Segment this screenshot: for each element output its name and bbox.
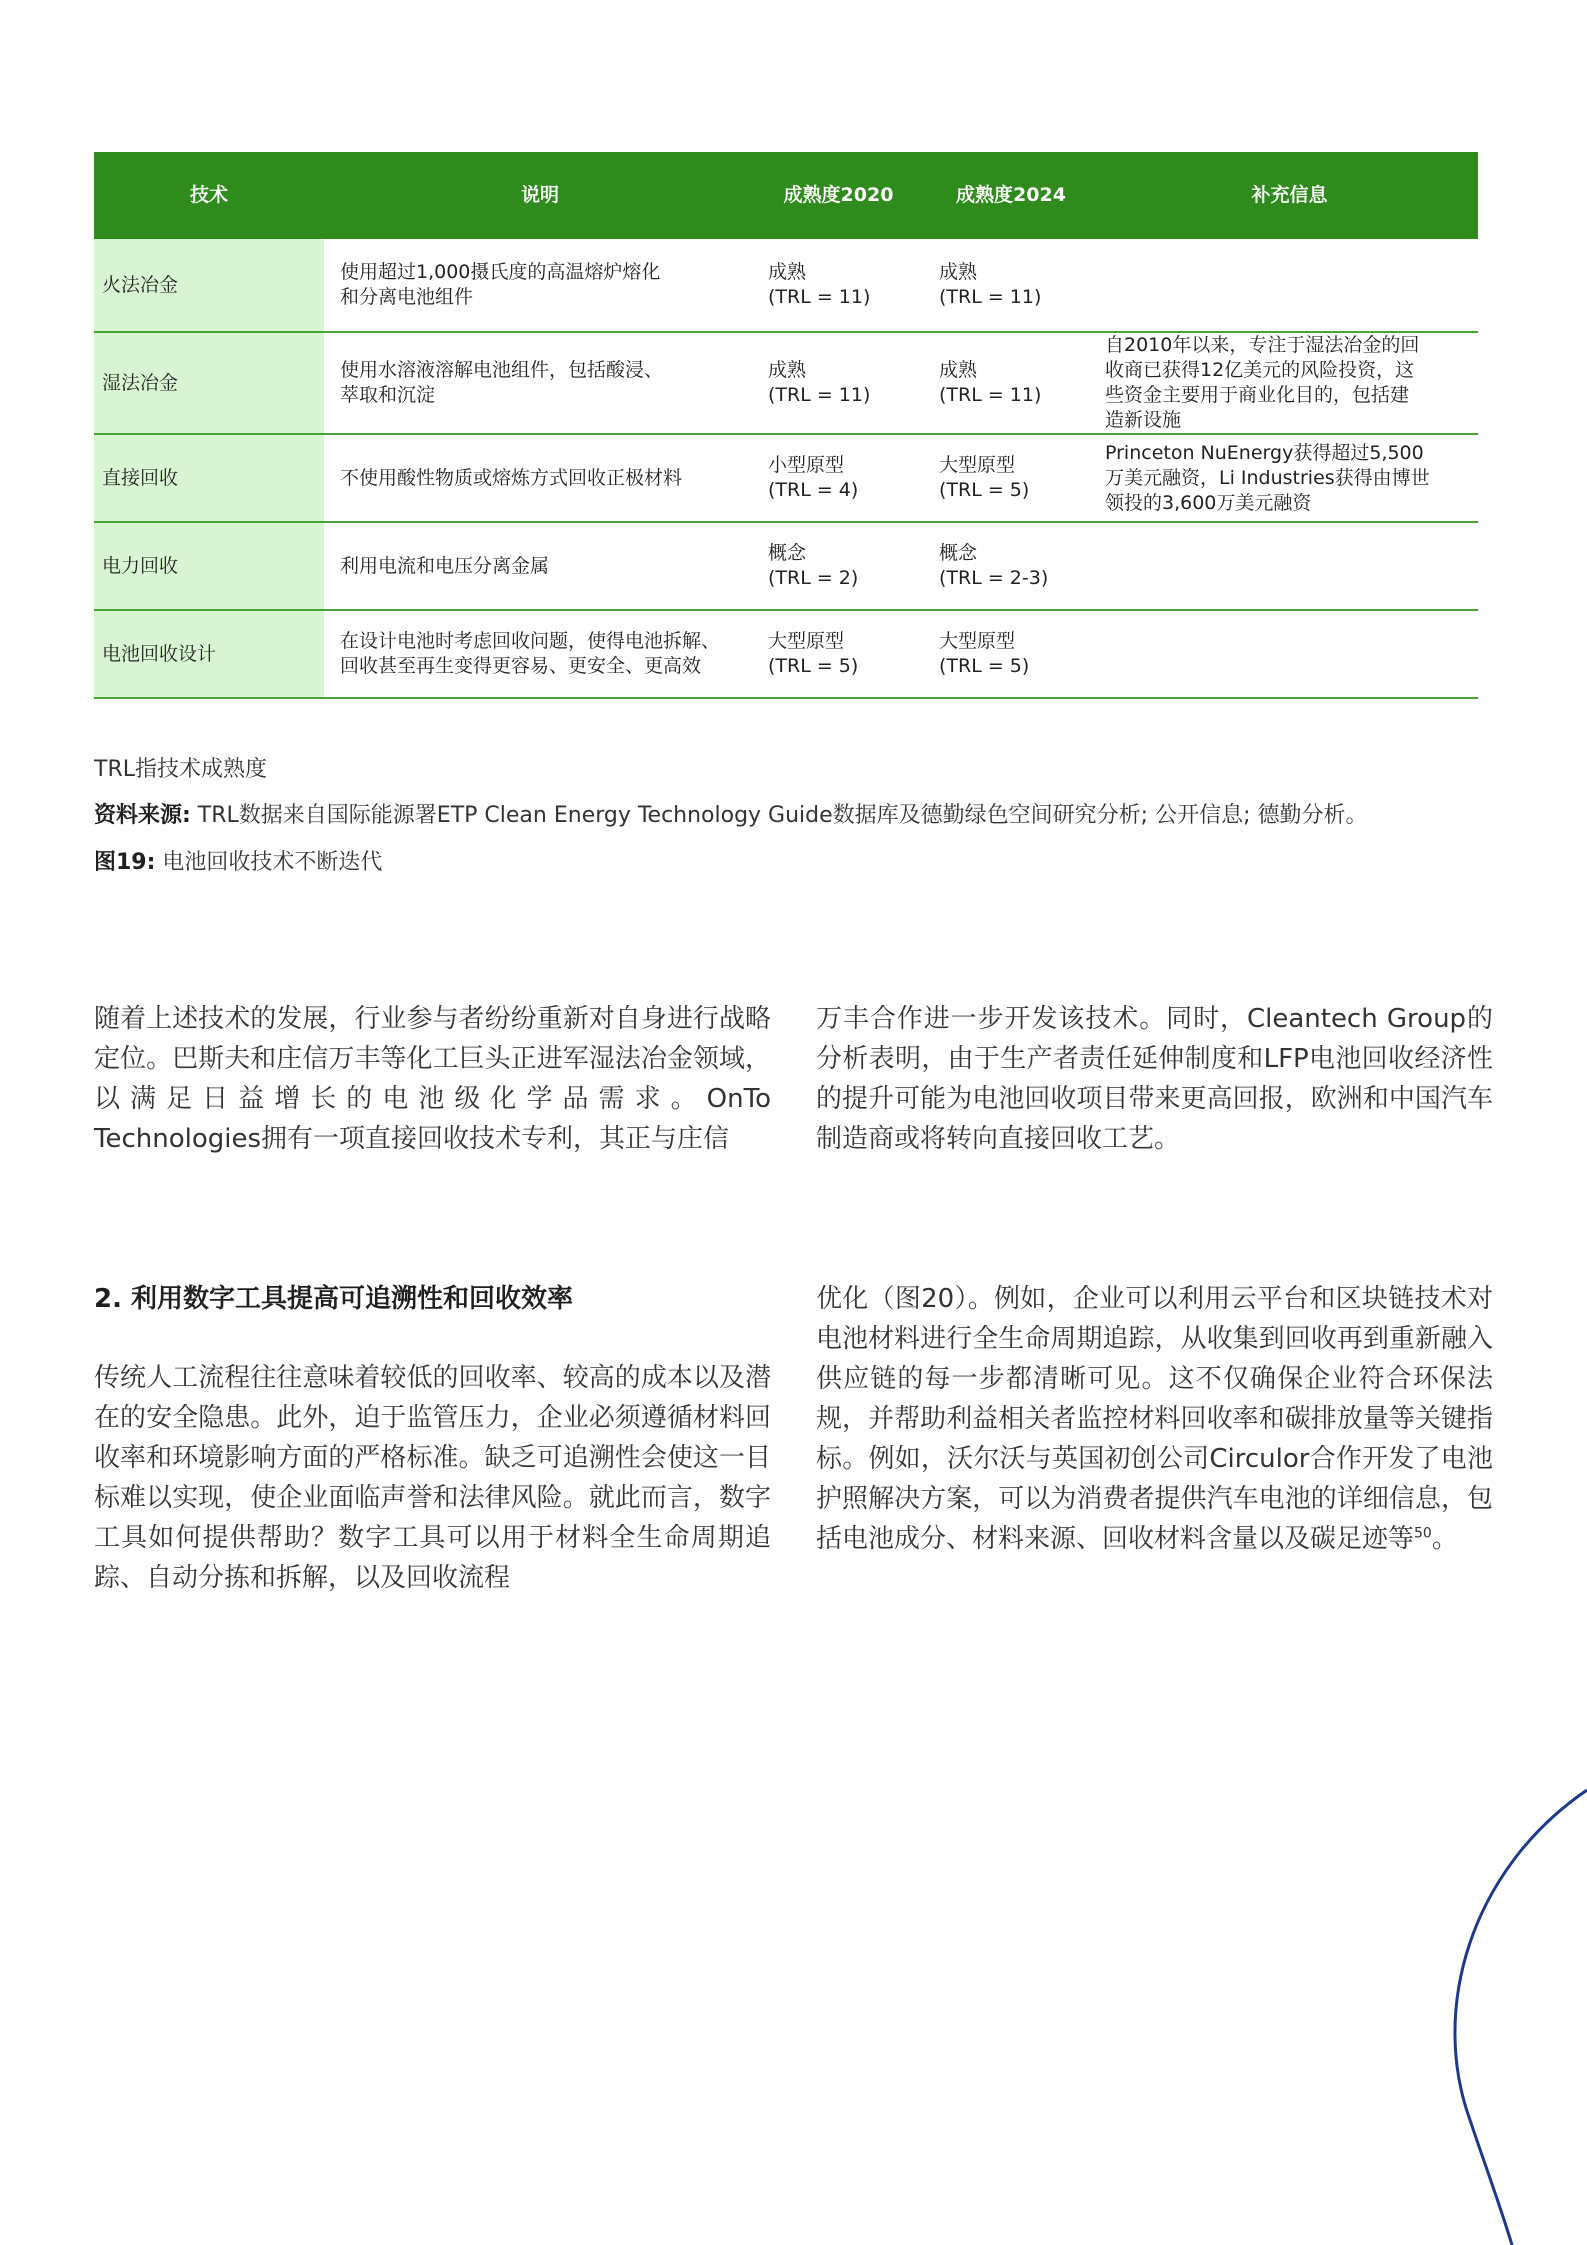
maturity-2020: 小型原型 (TRL = 4) xyxy=(756,434,921,522)
tech-name: 电力回收 xyxy=(94,522,324,610)
header-maturity-2020: 成熟度2020 xyxy=(756,152,921,239)
trl-note: TRL指技术成熟度 xyxy=(94,757,267,782)
maturity-2024: 大型原型 (TRL = 5) xyxy=(921,610,1101,698)
figure-label: 图19: xyxy=(94,850,156,875)
tech-desc: 使用超过1,000摄氏度的高温熔炉熔化 和分离电池组件 xyxy=(324,239,756,332)
maturity-2020: 成熟 (TRL = 11) xyxy=(756,332,921,434)
tech-name: 湿法冶金 xyxy=(94,332,324,434)
maturity-2020: 大型原型 (TRL = 5) xyxy=(756,610,921,698)
maturity-2024: 成熟 (TRL = 11) xyxy=(921,239,1101,332)
tech-name: 火法冶金 xyxy=(94,239,324,332)
maturity-2024: 成熟 (TRL = 11) xyxy=(921,332,1101,434)
header-tech: 技术 xyxy=(94,152,324,239)
extra-info xyxy=(1101,522,1478,610)
tech-desc: 使用水溶液溶解电池组件，包括酸浸、 萃取和沉淀 xyxy=(324,332,756,434)
body-paragraph-3: 传统人工流程往往意味着较低的回收率、较高的成本以及潜在的安全隐患。此外，迫于监管压力，企业必须遵循材料回收率和环境影响方面的严格标准。缺乏可追溯性会使这一目标难以实现，使企业面临声誉和法律风险。就此而言，数字工具如何提供帮助？数字工具可以用于材料全生命周期追踪、自动分拣和拆解，以及回收流程 xyxy=(94,1363,771,1593)
figure-text: 电池回收技术不断迭代 xyxy=(155,850,383,875)
section-heading: 2. 利用数字工具提高可追溯性和回收效率 xyxy=(94,1284,574,1314)
tech-desc: 利用电流和电压分离金属 xyxy=(324,522,756,610)
footnote-ref: 50 xyxy=(1414,1525,1432,1542)
tech-desc: 在设计电池时考虑回收问题，使得电池拆解、 回收甚至再生变得更容易、更安全、更高效 xyxy=(324,610,756,698)
extra-info: 自2010年以来，专注于湿法冶金的回 收商已获得12亿美元的风险投资，这 些资金主要用于商业化目的，包括建 造新设施 xyxy=(1101,332,1478,434)
table-row xyxy=(94,239,1478,332)
paragraph-4-end: 。 xyxy=(1431,1524,1458,1554)
body-paragraph-1: 随着上述技术的发展，行业参与者纷纷重新对自身进行战略定位。巴斯夫和庄信万丰等化工巨头正进军湿法冶金领域，以满足日益增长的电池级化学品需求。OnTo Technologies拥有一项直接回收技术专利，其正与庄信 xyxy=(94,1004,771,1154)
source-note xyxy=(94,798,1367,829)
arc-curve xyxy=(1455,1790,1587,2245)
maturity-2020: 概念 (TRL = 2) xyxy=(756,522,921,610)
extra-info xyxy=(1101,239,1478,332)
table-header-row xyxy=(94,152,1478,239)
maturity-2020: 成熟 (TRL = 11) xyxy=(756,239,921,332)
table-row xyxy=(94,522,1478,610)
tech-name: 直接回收 xyxy=(94,434,324,522)
table-row xyxy=(94,332,1478,434)
maturity-2024: 大型原型 (TRL = 5) xyxy=(921,434,1101,522)
header-maturity-2024: 成熟度2024 xyxy=(921,152,1101,239)
table-row xyxy=(94,434,1478,522)
paragraph-4-text: 优化（图20）。例如，企业可以利用云平台和区块链技术对电池材料进行全生命周期追踪，从收集到回收再到重新融入供应链的每一步都清晰可见。这不仅确保企业符合环保法规，并帮助利益相关者监控材料回收率和碳排放量等关键指标。例如，沃尔沃与英国初创公司Circulor合作开发了电池护照解决方案，可以为消费者提供汽车电池的详细信息，包括电池成分、材料来源、回收材料含量以及碳足迹等 xyxy=(816,1284,1493,1554)
header-desc: 说明 xyxy=(324,152,756,239)
recycling-tech-table xyxy=(94,152,1478,699)
source-label: 资料来源: xyxy=(94,803,191,828)
tech-desc: 不使用酸性物质或熔炼方式回收正极材料 xyxy=(324,434,756,522)
figure-caption xyxy=(94,845,382,876)
header-extra: 补充信息 xyxy=(1101,152,1478,239)
table-row xyxy=(94,610,1478,698)
source-text: TRL数据来自国际能源署ETP Clean Energy Technology Guide数据库及德勤绿色空间研究分析; 公开信息; 德勤分析。 xyxy=(190,803,1368,828)
tech-name: 电池回收设计 xyxy=(94,610,324,698)
extra-info: Princeton NuEnergy获得超过5,500 万美元融资，Li Industries获得由博世 领投的3,600万美元融资 xyxy=(1101,434,1478,522)
body-paragraph-4 xyxy=(816,1279,1493,1559)
extra-info xyxy=(1101,610,1478,698)
maturity-2024: 概念 (TRL = 2-3) xyxy=(921,522,1101,610)
body-paragraph-2: 万丰合作进一步开发该技术。同时，Cleantech Group的分析表明，由于生产者责任延伸制度和LFP电池回收经济性的提升可能为电池回收项目带来更高回报，欧洲和中国汽车制造商或将转向直接回收工艺。 xyxy=(816,1004,1493,1154)
